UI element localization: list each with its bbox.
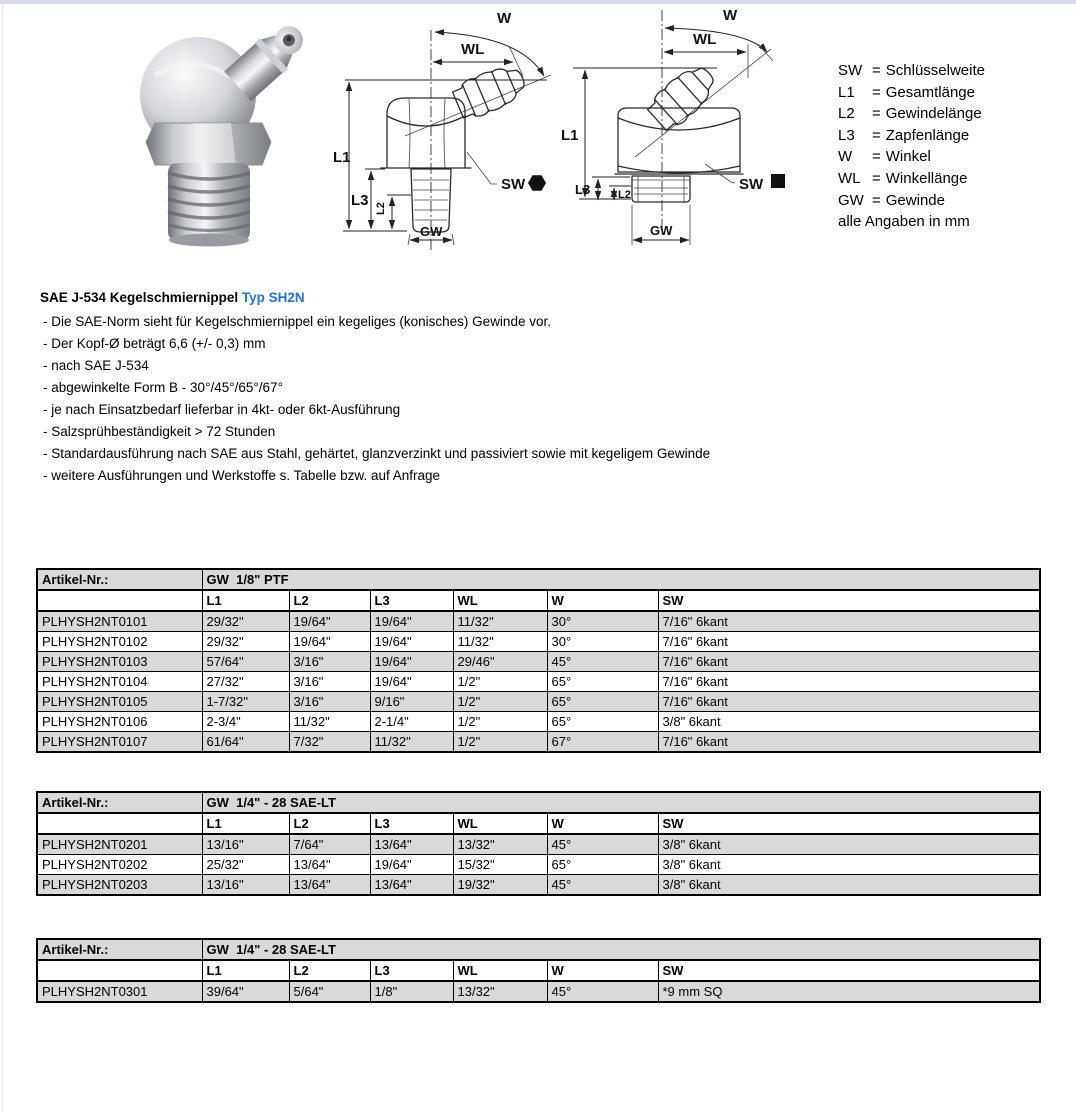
- table-cell: 30°: [547, 611, 658, 632]
- table-cell: 45°: [547, 875, 658, 896]
- table-cell: 7/64": [289, 834, 370, 855]
- table-cell: 19/64": [370, 652, 453, 672]
- legend-abbr: L1: [838, 83, 855, 101]
- legend-abbr: SW: [838, 62, 863, 79]
- table-cell: 25/32": [202, 855, 289, 875]
- dim-label-l3: L3: [351, 192, 369, 209]
- legend-desc: Gewinde: [885, 191, 945, 209]
- legend-equals: =: [872, 83, 881, 101]
- square-icon: [771, 174, 785, 188]
- article-number: PLHYSH2NT0106: [37, 712, 202, 732]
- legend-equals: =: [872, 62, 881, 79]
- table-body: [37, 834, 1040, 895]
- table-cell: 11/32": [289, 712, 370, 732]
- legend-equals: =: [872, 126, 881, 144]
- table-cell: 3/8" 6kant: [658, 855, 1040, 875]
- technical-drawing-45deg: [555, 2, 835, 260]
- table-cell: 2-1/4": [370, 712, 453, 732]
- dim-label-w: W: [723, 7, 738, 24]
- table-cell: 13/64": [289, 855, 370, 875]
- table-cell: 1/8": [370, 981, 453, 1002]
- column-header-l2: L2: [289, 813, 370, 834]
- hexagon-icon: [528, 175, 546, 191]
- thread-caption: GW 1/4" - 28 SAE-LT: [202, 792, 1040, 813]
- column-header-row: [37, 590, 1040, 611]
- article-number: PLHYSH2NT0107: [37, 732, 202, 753]
- table-row: [37, 834, 1040, 855]
- column-header-l1: L1: [202, 590, 289, 611]
- table-cell: 45°: [547, 981, 658, 1002]
- table-row: [37, 732, 1040, 753]
- column-header-l2: L2: [289, 960, 370, 981]
- table-cell: 29/32": [202, 611, 289, 632]
- legend-abbr: W: [838, 148, 853, 166]
- table-cell: 11/32": [453, 632, 547, 652]
- legend-item: [838, 103, 985, 125]
- dim-label-l3: L3: [575, 182, 591, 197]
- table-cell: 19/64": [289, 611, 370, 632]
- legend-abbr: WL: [838, 169, 861, 187]
- table-cell: 1/2": [453, 712, 547, 732]
- table-cell: 1/2": [453, 732, 547, 753]
- table-cell: 13/16": [202, 834, 289, 855]
- page-left-border: [2, 4, 3, 1112]
- bullet-item: - Standardausführung nach SAE aus Stahl, gehärtet, glanzverzinkt und passiviert sowie mit kegeligem Gewinde: [43, 446, 711, 461]
- legend-desc: Schlüsselweite: [885, 62, 985, 79]
- column-header-wl: WL: [453, 960, 547, 981]
- table-cell: 11/32": [370, 732, 453, 753]
- nipple-body-outline: [618, 108, 740, 173]
- table-cell: 3/8" 6kant: [658, 712, 1040, 732]
- table-cell: 2-3/4": [202, 712, 289, 732]
- nozzle-outline: [644, 59, 722, 134]
- spec-tables: [36, 568, 1039, 1003]
- legend-desc: Gewindelänge: [885, 105, 982, 123]
- caption-row: [37, 569, 1040, 590]
- bullet-item: - Die SAE-Norm sieht für Kegelschmiernippel ein kegeliges (konisches) Gewinde vor.: [43, 314, 551, 329]
- threaded-stud-outline: [615, 174, 743, 202]
- article-header: Artikel-Nr.:: [37, 792, 202, 813]
- table-cell: 9/16": [370, 692, 453, 712]
- nipple-body-outline: [381, 98, 471, 168]
- table-cell: 7/32": [289, 732, 370, 753]
- page-title: [40, 290, 840, 305]
- table-row: [37, 632, 1040, 652]
- page-title-main: SAE J-534 Kegelschmiernippel: [40, 290, 239, 305]
- empty-header: [37, 590, 202, 611]
- table-cell: 39/64": [202, 981, 289, 1002]
- table-row: [37, 611, 1040, 632]
- table-cell: 19/64": [370, 611, 453, 632]
- intro-section: [40, 290, 840, 487]
- dim-label-gw: GW: [420, 224, 443, 239]
- article-number: PLHYSH2NT0202: [37, 855, 202, 875]
- table-body: [37, 611, 1040, 752]
- table-cell: 3/16": [289, 672, 370, 692]
- column-header-w: W: [547, 960, 658, 981]
- table-row: [37, 981, 1040, 1002]
- bullet-item: - nach SAE J-534: [43, 358, 149, 373]
- article-number: PLHYSH2NT0203: [37, 875, 202, 896]
- table-row: [37, 672, 1040, 692]
- photo-hex-collar: [146, 123, 271, 165]
- article-number: PLHYSH2NT0301: [37, 981, 202, 1002]
- legend-item: [838, 82, 985, 104]
- table-head: [37, 569, 1040, 611]
- table-cell: 3/8" 6kant: [658, 875, 1040, 896]
- column-header-sw: SW: [658, 813, 1040, 834]
- table-cell: 1-7/32": [202, 692, 289, 712]
- bullet-item: - je nach Einsatzbedarf lieferbar in 4kt- oder 6kt-Ausführung: [43, 402, 401, 417]
- table-cell: 45°: [547, 834, 658, 855]
- table-cell: 29/32": [202, 632, 289, 652]
- spec-table-3: [36, 938, 1041, 1003]
- table-cell: 13/64": [370, 875, 453, 896]
- article-header: Artikel-Nr.:: [37, 939, 202, 960]
- legend-equals: =: [872, 191, 881, 209]
- table-cell: 1/2": [453, 692, 547, 712]
- legend-item: [838, 146, 985, 168]
- spec-table-1: [36, 568, 1041, 753]
- column-header-l3: L3: [370, 813, 453, 834]
- table-cell: 65°: [547, 692, 658, 712]
- column-header-l3: L3: [370, 590, 453, 611]
- legend-note: alle Angaben in mm: [838, 213, 970, 231]
- legend-equals: =: [872, 105, 881, 123]
- spec-table-2: [36, 791, 1041, 896]
- table-cell: 13/64": [289, 875, 370, 896]
- technical-drawing-67deg: [325, 2, 565, 258]
- table-cell: 65°: [547, 855, 658, 875]
- column-header-sw: SW: [658, 590, 1040, 611]
- legend-item: [838, 168, 985, 190]
- table-cell: *9 mm SQ: [658, 981, 1040, 1002]
- table-cell: 13/32": [453, 834, 547, 855]
- page-title-type: Typ SH2N: [241, 290, 305, 305]
- table-cell: 3/8" 6kant: [658, 834, 1040, 855]
- table-cell: 57/64": [202, 652, 289, 672]
- caption-row: [37, 792, 1040, 813]
- table-cell: 19/32": [453, 875, 547, 896]
- legend-abbr: L2: [838, 105, 855, 123]
- table-body: [37, 981, 1040, 1002]
- dim-label-l1: L1: [333, 149, 351, 166]
- table-cell: 13/64": [370, 834, 453, 855]
- legend-equals: =: [872, 169, 881, 187]
- table-cell: 27/32": [202, 672, 289, 692]
- legend-item: [838, 60, 985, 82]
- bullet-item: - Salzsprühbeständigkeit > 72 Stunden: [43, 424, 276, 439]
- column-header-l1: L1: [202, 813, 289, 834]
- dim-label-w: W: [497, 10, 512, 27]
- table-cell: 11/32": [453, 611, 547, 632]
- legend-equals: =: [872, 148, 881, 166]
- thread-caption: GW 1/4" - 28 SAE-LT: [202, 939, 1040, 960]
- bullet-item: - Der Kopf-Ø beträgt 6,6 (+/- 0,3) mm: [43, 336, 266, 351]
- legend-item: [838, 125, 985, 147]
- table-head: [37, 939, 1040, 981]
- article-header: Artikel-Nr.:: [37, 569, 202, 590]
- table-cell: 13/32": [453, 981, 547, 1002]
- table-head: [37, 792, 1040, 834]
- table-cell: 7/16" 6kant: [658, 632, 1040, 652]
- article-number: PLHYSH2NT0102: [37, 632, 202, 652]
- dim-label-wl: WL: [461, 41, 485, 58]
- dim-label-l1: L1: [561, 127, 579, 144]
- legend-abbr: L3: [838, 126, 855, 144]
- table-cell: 65°: [547, 672, 658, 692]
- article-number: PLHYSH2NT0101: [37, 611, 202, 632]
- table-cell: 3/16": [289, 692, 370, 712]
- table-cell: 7/16" 6kant: [658, 611, 1040, 632]
- product-photo: [55, 15, 320, 250]
- column-header-row: [37, 960, 1040, 981]
- column-header-w: W: [547, 813, 658, 834]
- table-cell: 19/64": [289, 632, 370, 652]
- table-row: [37, 875, 1040, 896]
- legend-desc: Gesamtlänge: [885, 83, 975, 101]
- dim-label-l2: L2: [375, 202, 387, 215]
- legend-item: [838, 190, 985, 212]
- legend-desc: Zapfenlänge: [885, 126, 970, 144]
- table-cell: 15/32": [453, 855, 547, 875]
- dimension-legend: [838, 60, 985, 233]
- photo-threaded-stud: [168, 163, 250, 247]
- table-cell: 5/64": [289, 981, 370, 1002]
- legend-abbr: GW: [838, 191, 864, 209]
- article-number: PLHYSH2NT0105: [37, 692, 202, 712]
- table-cell: 19/64": [370, 672, 453, 692]
- table-row: [37, 652, 1040, 672]
- table-cell: 65°: [547, 712, 658, 732]
- table-cell: 19/64": [370, 632, 453, 652]
- thread-caption: GW 1/8" PTF: [202, 569, 1040, 590]
- article-number: PLHYSH2NT0104: [37, 672, 202, 692]
- article-number: PLHYSH2NT0201: [37, 834, 202, 855]
- table-row: [37, 855, 1040, 875]
- table-cell: 7/16" 6kant: [658, 692, 1040, 712]
- dim-label-l2: L2: [618, 189, 631, 201]
- table-row: [37, 712, 1040, 732]
- table-cell: 19/64": [370, 855, 453, 875]
- table-cell: 7/16" 6kant: [658, 732, 1040, 753]
- dim-label-wl: WL: [693, 31, 717, 48]
- nozzle-outline: [450, 60, 529, 123]
- column-header-w: W: [547, 590, 658, 611]
- table-cell: 7/16" 6kant: [658, 652, 1040, 672]
- legend-desc: Winkellänge: [885, 169, 968, 187]
- table-cell: 13/16": [202, 875, 289, 896]
- table-cell: 1/2": [453, 672, 547, 692]
- empty-header: [37, 960, 202, 981]
- article-number: PLHYSH2NT0103: [37, 652, 202, 672]
- table-cell: 67°: [547, 732, 658, 753]
- caption-row: [37, 939, 1040, 960]
- table-cell: 30°: [547, 632, 658, 652]
- column-header-wl: WL: [453, 590, 547, 611]
- table-cell: 3/16": [289, 652, 370, 672]
- bullet-item: - weitere Ausführungen und Werkstoffe s. Tabelle bzw. auf Anfrage: [43, 468, 440, 483]
- bullet-list: [40, 311, 840, 487]
- column-header-wl: WL: [453, 813, 547, 834]
- legend-desc: Winkel: [885, 148, 931, 166]
- column-header-l2: L2: [289, 590, 370, 611]
- bullet-item: - abgewinkelte Form B - 30°/45°/65°/67°: [43, 380, 283, 395]
- table-cell: 45°: [547, 652, 658, 672]
- table-cell: 61/64": [202, 732, 289, 753]
- column-header-l3: L3: [370, 960, 453, 981]
- table-cell: 29/46": [453, 652, 547, 672]
- column-header-l1: L1: [202, 960, 289, 981]
- dim-label-sw: SW: [739, 176, 764, 193]
- table-cell: 7/16" 6kant: [658, 672, 1040, 692]
- empty-header: [37, 813, 202, 834]
- dim-label-gw: GW: [650, 223, 673, 238]
- column-header-row: [37, 813, 1040, 834]
- column-header-sw: SW: [658, 960, 1040, 981]
- dim-label-sw: SW: [501, 176, 526, 193]
- table-row: [37, 692, 1040, 712]
